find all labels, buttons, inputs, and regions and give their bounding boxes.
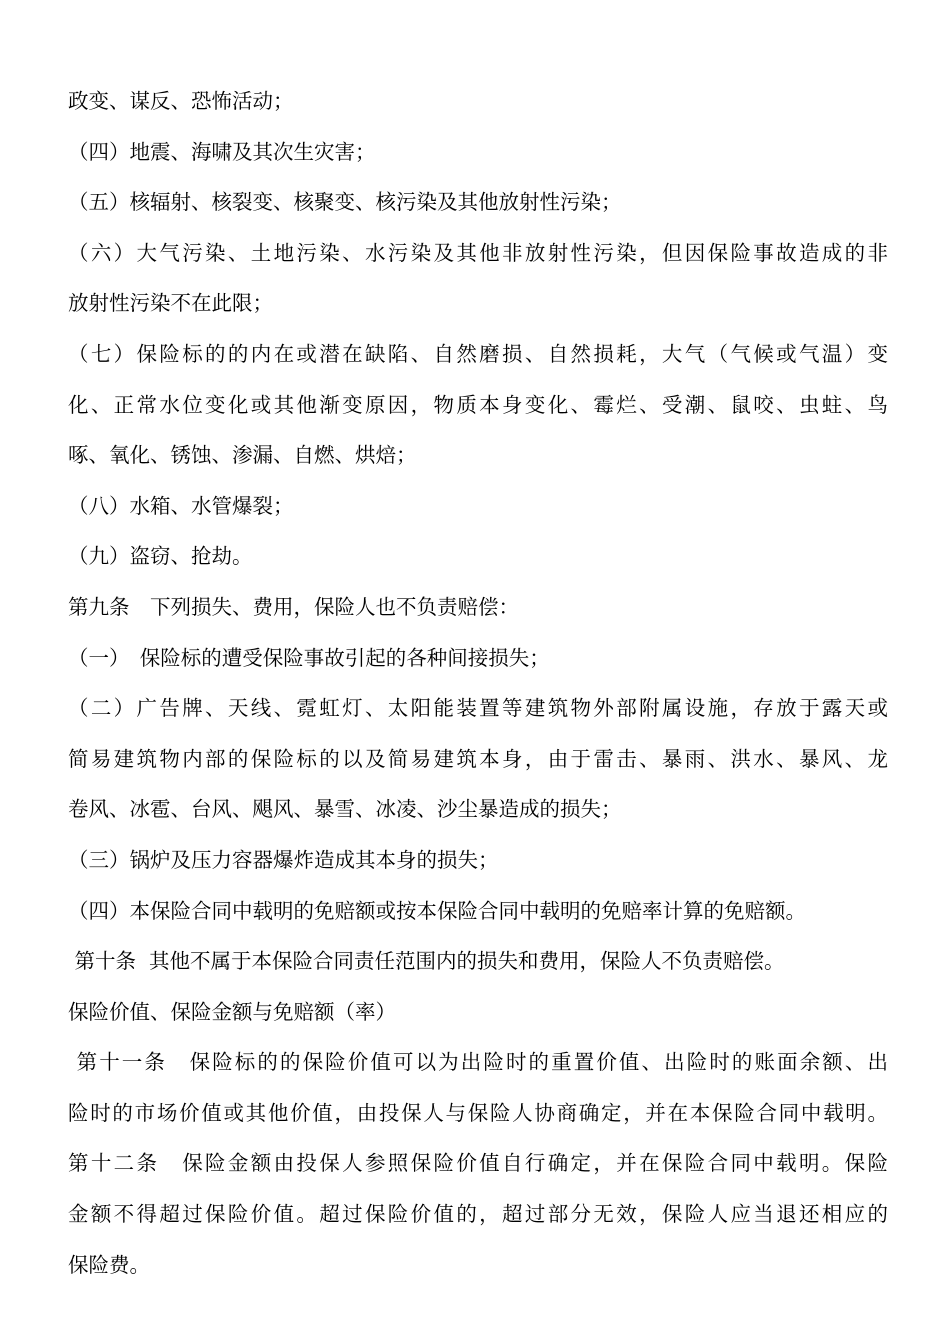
text-line: （八）水箱、水管爆裂；	[68, 493, 294, 518]
text-line: 保险价值、保险金额与免赔额（率）	[68, 999, 396, 1024]
text-line: （九）盗窃、抢劫。	[68, 544, 253, 569]
text-line: （二）广告牌、天线、霓虹灯、太阳能装置等建筑物外部附属设施，存放于露天或	[68, 696, 888, 721]
text-line: 啄、氧化、锈蚀、渗漏、自燃、烘焙；	[68, 443, 417, 468]
text-line: 卷风、冰雹、台风、飓风、暴雪、冰凌、沙尘暴造成的损失；	[68, 797, 622, 822]
document-page	[68, 76, 888, 1290]
text-line: 简易建筑物内部的保险标的以及简易建筑本身，由于雷击、暴雨、洪水、暴风、龙	[68, 746, 888, 771]
text-line: 第十一条 保险标的的保险价值可以为出险时的重置价值、出险时的账面余额、出	[68, 1050, 888, 1075]
text-line: （四）地震、海啸及其次生灾害；	[68, 139, 376, 164]
text-line: 第九条 下列损失、费用，保险人也不负责赔偿：	[68, 594, 519, 619]
text-line: 放射性污染不在此限；	[68, 291, 273, 316]
text-line: 政变、谋反、恐怖活动；	[68, 89, 294, 113]
text-line: 第十条 其他不属于本保险合同责任范围内的损失和费用，保险人不负责赔偿。	[68, 949, 785, 974]
text-line: 化、正常水位变化或其他渐变原因，物质本身变化、霉烂、受潮、鼠咬、虫蛀、鸟	[68, 392, 888, 417]
text-line: （三）锅炉及压力容器爆炸造成其本身的损失；	[68, 847, 499, 872]
text-line: 保险费。	[68, 1252, 150, 1277]
text-line: （六）大气污染、土地污染、水污染及其他非放射性污染，但因保险事故造成的非	[68, 240, 888, 265]
text-line: 金额不得超过保险价值。超过保险价值的，超过部分无效，保险人应当退还相应的	[68, 1202, 888, 1227]
text-line: 第十二条 保险金额由投保人参照保险价值自行确定，并在保险合同中载明。保险	[68, 1151, 888, 1176]
text-line: （一） 保险标的遭受保险事故引起的各种间接损失；	[68, 645, 550, 670]
text-line: （七）保险标的的内在或潜在缺陷、自然磨损、自然损耗，大气（气候或气温）变	[68, 341, 888, 366]
text-line: （四）本保险合同中载明的免赔额或按本保险合同中载明的免赔率计算的免赔额。	[68, 898, 806, 923]
text-line: 险时的市场价值或其他价值，由投保人与保险人协商确定，并在本保险合同中载明。	[68, 1100, 888, 1125]
text-line: （五）核辐射、核裂变、核聚变、核污染及其他放射性污染；	[68, 190, 622, 215]
